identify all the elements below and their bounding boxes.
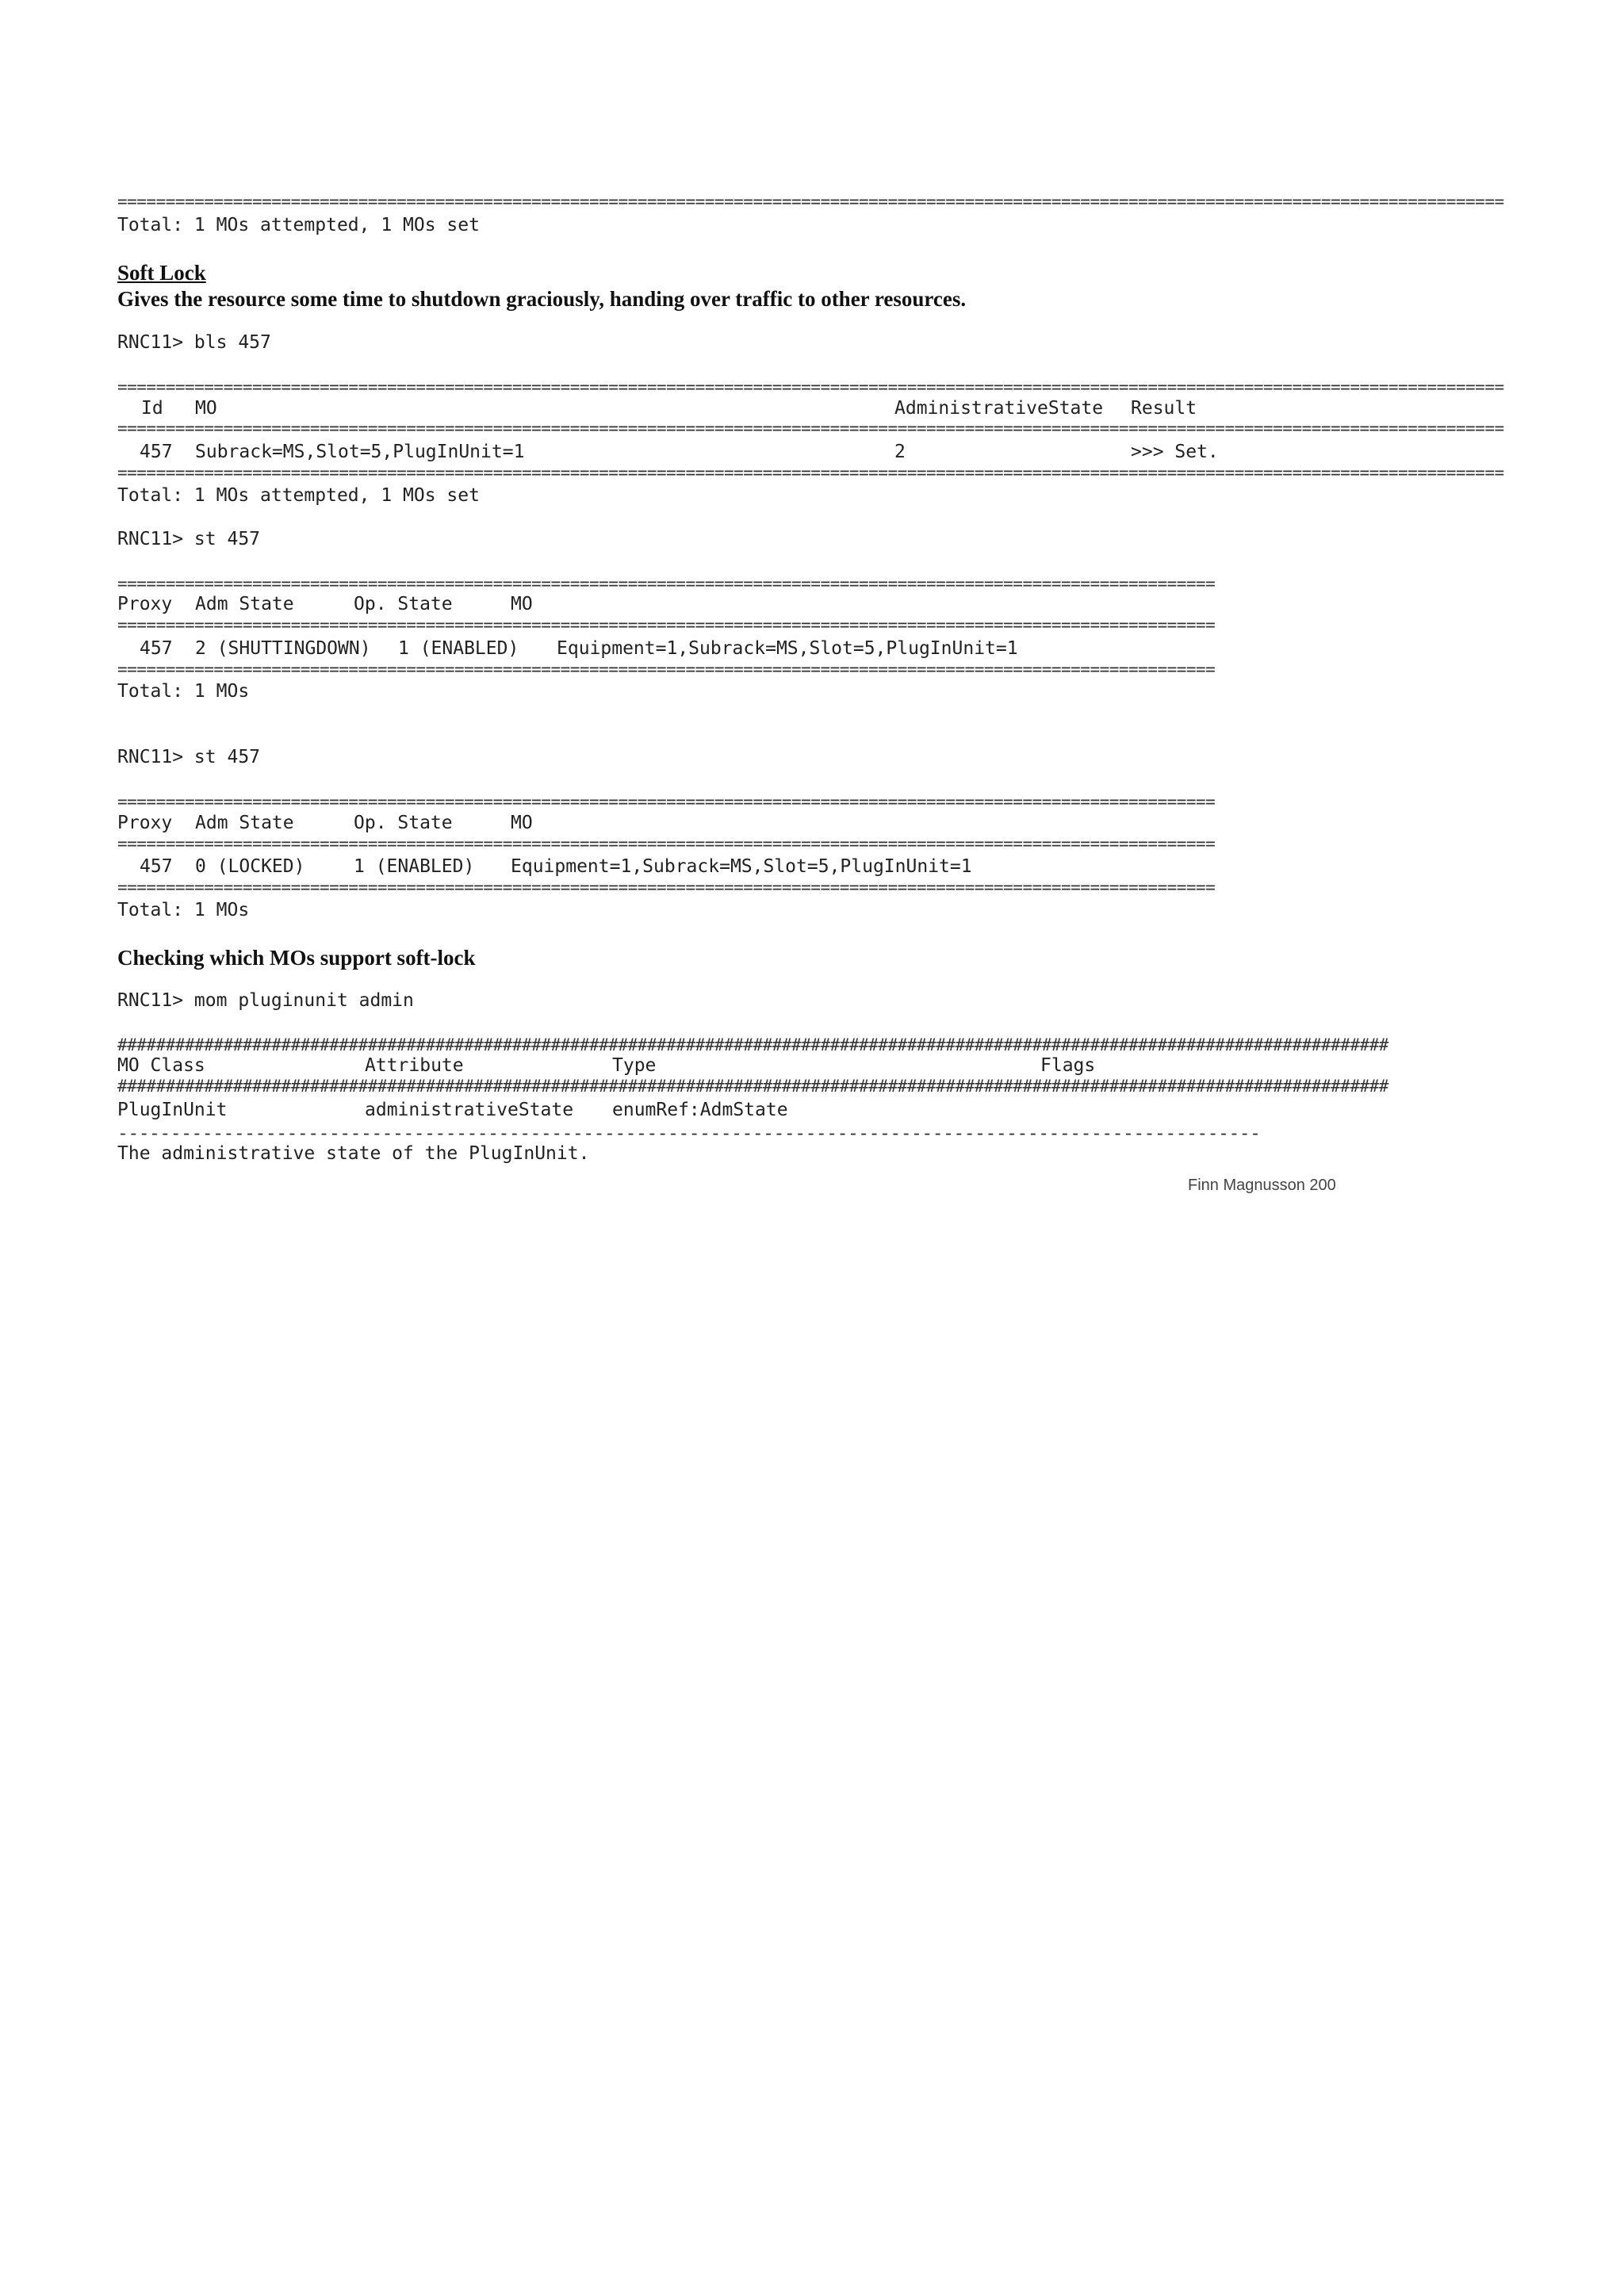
cell-mo: Equipment=1,Subrack=MS,Slot=5,PlugInUnit=1 bbox=[557, 638, 1018, 659]
separator-rule: #################################################################################################################################### bbox=[117, 1035, 1388, 1054]
separator-rule: ================================================================================================================================================ bbox=[117, 419, 1504, 438]
separator-rule: #################################################################################################################################### bbox=[117, 1077, 1388, 1096]
column-header-proxy: Proxy bbox=[117, 594, 173, 614]
column-header-adm-state: Adm State bbox=[195, 594, 294, 614]
cell-type: enumRef:AdmState bbox=[612, 1100, 788, 1120]
cell-proxy: 457 bbox=[140, 638, 173, 659]
separator-rule: ================================================================================================================== bbox=[117, 878, 1216, 897]
column-header-administrative-state: AdministrativeState bbox=[894, 398, 1104, 419]
column-header-attribute: Attribute bbox=[365, 1055, 464, 1076]
total-line: Total: 1 MOs bbox=[117, 681, 250, 702]
section-title-soft-lock: Soft Lock bbox=[117, 261, 206, 285]
cell-result: >>> Set. bbox=[1131, 442, 1219, 462]
separator-rule: ================================================================================================================== bbox=[117, 615, 1216, 634]
cell-adm-state: 0 (LOCKED) bbox=[195, 856, 305, 877]
separator-rule: ================================================================================================================================================ bbox=[117, 463, 1504, 482]
cell-op-state: 1 (ENABLED) bbox=[354, 856, 475, 877]
column-header-mo: MO bbox=[195, 398, 217, 419]
separator-rule: ================================================================================================================== bbox=[117, 574, 1216, 593]
cell-id: 457 bbox=[140, 442, 173, 462]
separator-rule: ================================================================================================================== bbox=[117, 792, 1216, 811]
column-header-flags: Flags bbox=[1040, 1055, 1096, 1076]
column-header-id: Id bbox=[141, 398, 163, 419]
cell-attribute: administrativeState bbox=[365, 1100, 574, 1120]
column-header-proxy: Proxy bbox=[117, 813, 173, 833]
mom-description: The administrative state of the PlugInUnit. bbox=[117, 1143, 590, 1164]
command-line-mom: RNC11> mom pluginunit admin bbox=[117, 990, 414, 1011]
column-header-adm-state: Adm State bbox=[195, 813, 294, 833]
command-line-st: RNC11> st 457 bbox=[117, 747, 261, 767]
cell-mo: Subrack=MS,Slot=5,PlugInUnit=1 bbox=[195, 442, 525, 462]
total-line: Total: 1 MOs attempted, 1 MOs set bbox=[117, 215, 480, 235]
column-header-mo: MO bbox=[511, 594, 533, 614]
section-title-checking: Checking which MOs support soft-lock bbox=[117, 946, 476, 970]
separator-rule: ================================================================================================================== bbox=[117, 660, 1216, 679]
column-header-result: Result bbox=[1131, 398, 1197, 419]
column-header-op-state: Op. State bbox=[354, 594, 453, 614]
footer-author: Finn Magnusson 200 bbox=[1188, 1177, 1336, 1194]
column-header-mo-class: MO Class bbox=[117, 1055, 205, 1076]
cell-op-state: 1 (ENABLED) bbox=[398, 638, 519, 659]
total-line: Total: 1 MOs attempted, 1 MOs set bbox=[117, 485, 480, 506]
column-header-op-state: Op. State bbox=[354, 813, 453, 833]
cell-administrative-state: 2 bbox=[894, 442, 906, 462]
cell-adm-state: 2 (SHUTTINGDOWN) bbox=[195, 638, 371, 659]
command-line-st: RNC11> st 457 bbox=[117, 529, 261, 549]
cell-mo: Equipment=1,Subrack=MS,Slot=5,PlugInUnit=1 bbox=[511, 856, 972, 877]
column-header-mo: MO bbox=[511, 813, 533, 833]
separator-rule-dashed: ------------------------------------------------------------------------------------------------------------ bbox=[117, 1123, 1261, 1144]
section-description: Gives the resource some time to shutdown graciously, handing over traffic to other resources. bbox=[117, 287, 967, 311]
total-line: Total: 1 MOs bbox=[117, 900, 250, 920]
column-header-type: Type bbox=[612, 1055, 657, 1076]
separator-rule: ================================================================================================================================================ bbox=[117, 192, 1504, 211]
separator-rule: ================================================================================================================== bbox=[117, 834, 1216, 853]
cell-mo-class: PlugInUnit bbox=[117, 1100, 228, 1120]
command-line-bls: RNC11> bls 457 bbox=[117, 332, 271, 353]
cell-proxy: 457 bbox=[140, 856, 173, 877]
separator-rule: ================================================================================================================================================ bbox=[117, 377, 1504, 396]
